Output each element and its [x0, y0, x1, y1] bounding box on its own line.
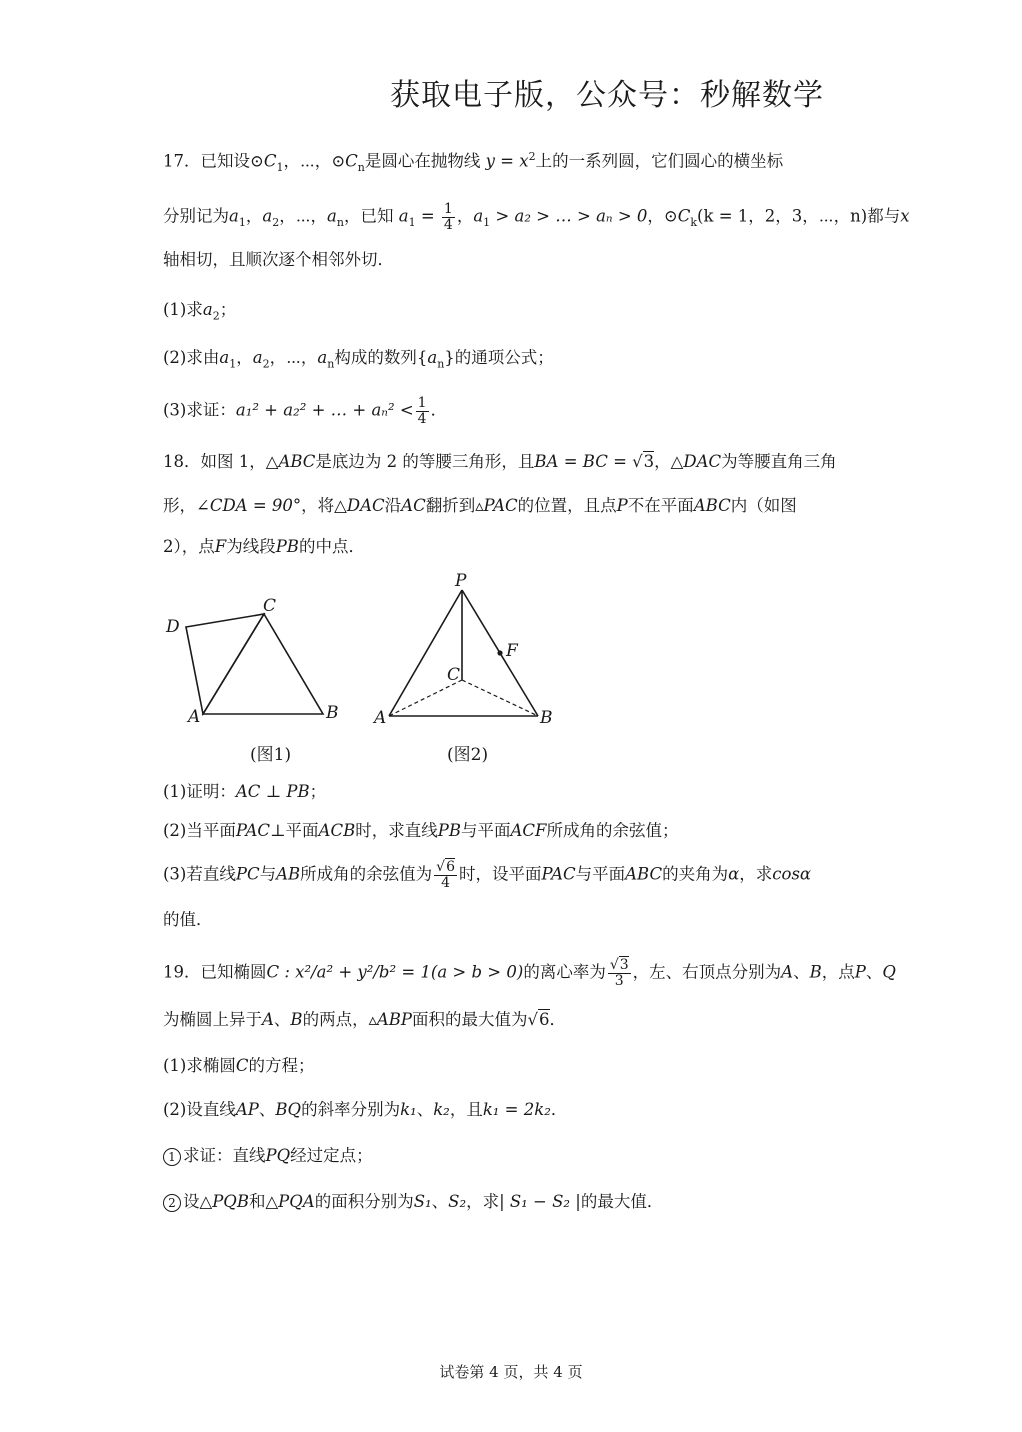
fig1-quad-dac [186, 614, 264, 714]
q17-line2: 分别记为$a_1$，$a_2$，⋯，$a_n$，已知 $a_1$ = $\frac{1}{4}$ ，$a_1 > a_2$ > … > aₙ > 0，$⊙C_k(k = 1$，2，3，⋯，n)都与x [163, 201, 910, 233]
circled-two: 2 [163, 1194, 181, 1212]
q19-sub2: 2 设△PQB和△PQA的面积分别为S₁、S₂，求| S₁ − S₂ |的最大值． [163, 1192, 663, 1212]
fig1-caption: (图1) [250, 745, 292, 765]
fig1-triangle-abc [203, 614, 323, 714]
q19-line1: 19．已知椭圆C : x²/a² + y²/b² = 1(a > b > 0)的离心率为 $\frac{√3}{3}$ ，左、右顶点分别为A、B，点P、Q [163, 957, 896, 989]
q18-line3: 2），点F为线段PB的中点． [163, 537, 365, 556]
q19-part2: (2)设直线AP、BQ的斜率分别为k₁、k₂，且k₁ = 2k₂． [163, 1100, 568, 1119]
fig2-edge-pa [389, 590, 462, 716]
fig2-point-f [497, 650, 502, 655]
q18-part2: (2)当平面PAC⊥平面ACB时，求直线PB与平面ACF所成角的余弦值； [163, 821, 679, 840]
q17-line1: 17．已知设$⊙C_1$，⋯，$⊙C_n$是圆心在抛物线 $y = x^2$上的一系列圆，它们圆心的横坐标 [163, 150, 784, 174]
circled-one: 1 [163, 1148, 181, 1166]
q17-part2: (2)求由$a_1$，$a_2$，⋯，$a_n$构成的数列$\{a_n\}$的通项公式； [163, 348, 554, 371]
fig1-label-a: A [188, 707, 201, 727]
fig2-label-c: C [447, 665, 461, 685]
q17-line3: 轴相切，且顺次逐个相邻外切． [163, 250, 394, 269]
fig2-label-a: A [374, 708, 387, 728]
q18-line1: 18．如图 1，△ABC是底边为 2 的等腰三角形，且BA = BC = √3，△DAC为等腰直角三角 [163, 452, 837, 471]
fig1-label-c: C [263, 596, 277, 616]
q18-frac-cos: $\frac{√6}{4}$ [436, 859, 455, 891]
q18-part3: (3)若直线PC与AB所成角的余弦值为 $\frac{√6}{4}$ 时，设平面PAC与平面ABC的夹角为α，求cosα [163, 859, 812, 891]
fig2-label-f: F [506, 641, 518, 661]
q17-part1: (1)求$a_2$； [163, 300, 237, 323]
fig2-caption: (图2) [447, 745, 489, 765]
figure-2 [370, 568, 570, 733]
page-footer: 试卷第 4 页，共 4 页 [439, 1363, 583, 1381]
q17-frac-a1: $\frac{1}{4}$ [443, 201, 453, 233]
q19-part1: (1)求椭圆C的方程； [163, 1056, 315, 1075]
q19-frac-ecc: $\frac{√3}{3}$ [609, 957, 629, 989]
q18-part1: (1)证明：AC ⊥ PB； [163, 782, 327, 801]
q18-part3-end: 的值． [163, 910, 213, 929]
q17-part3: (3)求证：a₁² + a₂² + … + aₙ² < $\frac{1}{4}$ ． [163, 395, 448, 427]
page-header: 获取电子版，公众号：秒解数学 [390, 78, 824, 113]
q19-line2: 为椭圆上异于A、B的两点，▵ABP面积的最大值为√6． [163, 1010, 567, 1029]
fig2-label-b: B [540, 708, 553, 728]
q17-frac-quarter: $\frac{1}{4}$ [417, 395, 427, 427]
fig1-label-d: D [166, 617, 180, 637]
fig2-label-p: P [455, 571, 467, 591]
fig1-label-b: B [326, 703, 339, 723]
figure-1 [160, 592, 350, 727]
q19-sub1: 1 求证：直线PQ经过定点； [163, 1146, 373, 1166]
q18-line2: 形，∠CDA = 90°，将△DAC沿AC翻折到▵PAC的位置，且点P不在平面ABC内（如图 [163, 496, 797, 515]
